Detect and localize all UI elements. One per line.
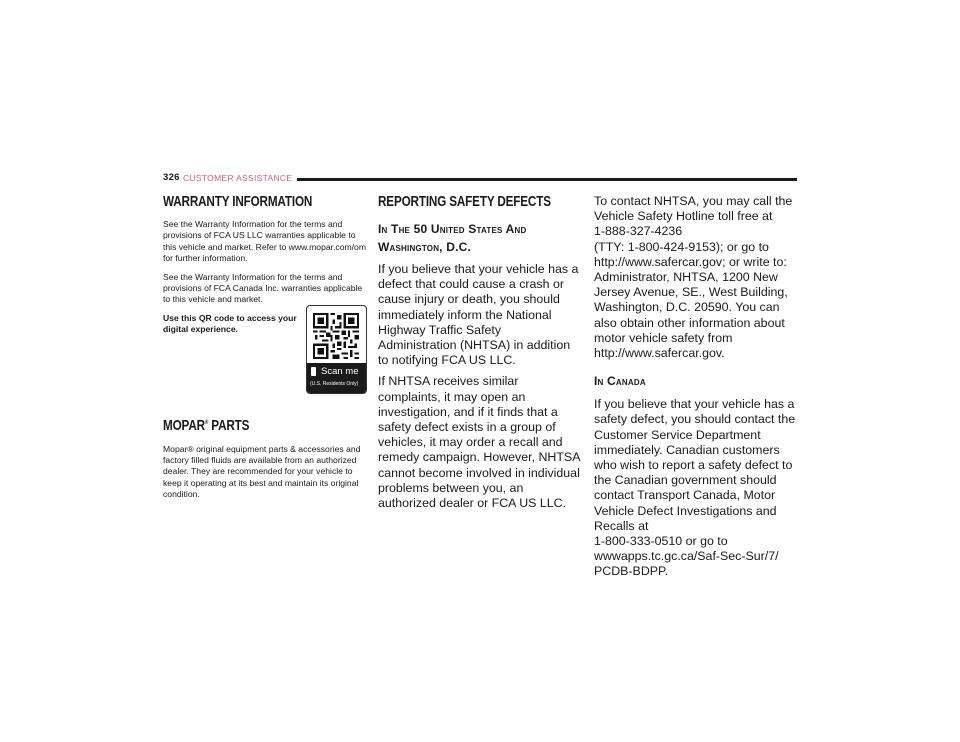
page-number: 326: [163, 172, 180, 183]
phone-icon: [311, 367, 316, 376]
mopar-heading: MOPAR® PARTS: [163, 416, 250, 434]
safety-heading: REPORTING SAFETY DEFECTS: [378, 193, 551, 210]
header-rule: [297, 178, 797, 181]
column-right: [594, 193, 798, 580]
subheading-us: In The 50 United States And Washington, D.C.: [378, 222, 527, 254]
safety-paragraph-1: If you believe that your vehicle has a defect that could cause a crash or cause injury or death, you should immediately inform the National Highway Traffic Safety Administration (NHTSA) in addition to notifying FCA US LLC.: [378, 262, 579, 368]
scan-me-label: Scan me: [321, 366, 359, 377]
nhtsa-contact-paragraph: To contact NHTSA, you may call the Vehicle Safety Hotline toll free at 1-888-327-4236 (TTY: 1-800-424-9153); or go to http://www.safercar.gov; or write to: Administrator, NHTSA, 1200 New Jersey Avenue, SE., West Building, Washington, D.C. 20590. You can also obtain other information about motor vehicle safety from http://www.safercar.gov.: [594, 194, 793, 361]
warranty-canada-paragraph: See the Warranty Information for the terms and provisions of FCA Canada Inc. warranties applicable to this vehicle and market.: [163, 271, 363, 305]
qr-footer: [307, 363, 366, 393]
warranty-heading: WARRANTY INFORMATION: [163, 193, 313, 210]
mopar-paragraph: Mopar® original equipment parts & accessories and factory filled fluids are available from an authorized dealer. They are recommended for your vehicle to keep it operating at its best and maintain its original condition.: [163, 443, 361, 500]
warranty-us-paragraph: See the Warranty Information for the terms and provisions of FCA US LLC warranties applicable to this vehicle and market. Refer to www.mopar.com/om for further information.: [163, 219, 366, 264]
us-residents-note: (U.S. Residents Only): [310, 381, 359, 387]
safety-paragraph-2: If NHTSA receives similar complaints, it may open an investigation, and if it finds that a safety defect exists in a group of vehicles, it may order a recall and remedy campaign. However, NHTSA cannot become involved in individual problems between you, an authorized dealer or FCA US LLC.: [378, 374, 580, 511]
section-title: CUSTOMER ASSISTANCE: [183, 172, 293, 183]
subheading-canada: In Canada: [594, 374, 646, 389]
column-middle: [378, 193, 580, 511]
qr-code-icon[interactable]: [313, 313, 359, 359]
canada-paragraph: If you believe that your vehicle has a safety defect, you should contact the Customer Service Department immediately. Canadian customers who wish to report a safety defect to the Canadian government should contact Transport Canada, Motor Vehicle Defect Investigations and Recalls at 1-800-333-0510 or go to wwwapps.tc.gc.ca/Saf-Sec-Sur/7/ PCDB-BDPP.: [594, 397, 796, 579]
qr-caption: Use this QR code to access your digital experience.: [163, 312, 297, 335]
qr-code-card[interactable]: [306, 305, 367, 394]
column-left: [163, 193, 367, 501]
page-header: [163, 172, 797, 186]
